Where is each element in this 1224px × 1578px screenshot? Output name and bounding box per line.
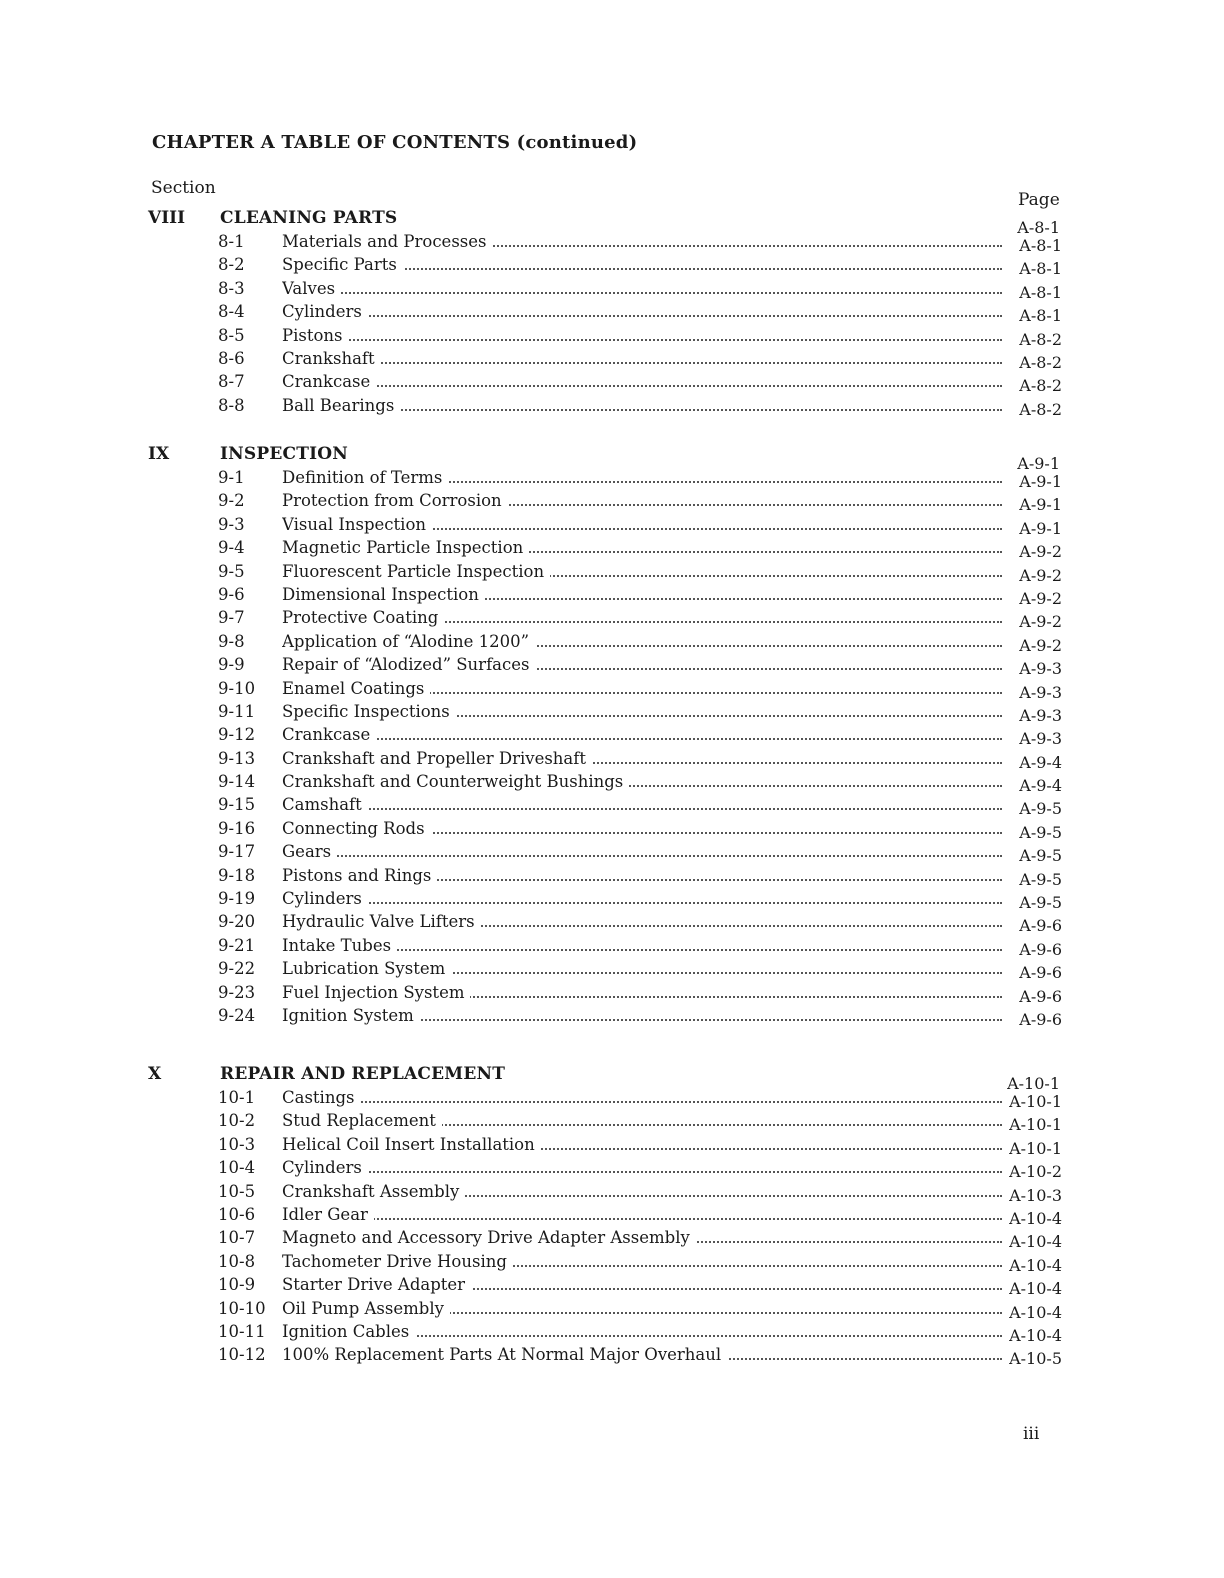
entry-title-leader — [282, 302, 1002, 321]
entry-title: Tachometer Drive Housing — [282, 1252, 513, 1271]
entry-page: A-9-5 — [1019, 846, 1062, 866]
entry-title: Crankshaft Assembly — [282, 1182, 465, 1201]
entry-title-leader — [282, 889, 1002, 908]
entry-title-leader — [282, 936, 1002, 955]
entry-title: Ball Bearings — [282, 396, 400, 415]
entry-title: Repair of “Alodized” Surfaces — [282, 655, 536, 674]
entry-number: 9-6 — [218, 584, 245, 604]
entry-title: Camshaft — [282, 795, 368, 814]
toc-entry — [144, 232, 1064, 255]
entry-title: Oil Pump Assembly — [282, 1299, 450, 1318]
entry-title-leader — [282, 491, 1002, 510]
entry-page: A-9-6 — [1019, 916, 1062, 936]
entry-title: Crankshaft and Counterweight Bushings — [282, 772, 629, 791]
toc-entry — [144, 632, 1064, 655]
entry-number: 9-15 — [218, 795, 256, 815]
toc-entry — [144, 889, 1064, 912]
entry-page: A-9-5 — [1019, 893, 1062, 913]
entry-title-leader — [282, 585, 1002, 604]
toc-entry — [144, 959, 1064, 982]
entry-title: Crankshaft and Propeller Driveshaft — [282, 749, 592, 768]
toc-entry — [144, 655, 1064, 678]
entry-number: 9-5 — [218, 561, 245, 581]
entry-title: Magnetic Particle Inspection — [282, 538, 529, 557]
section-page: A-9-1 — [1017, 454, 1060, 473]
toc-entry — [144, 396, 1064, 419]
entry-number: 9-1 — [218, 468, 245, 487]
entry-page: A-10-4 — [1009, 1325, 1062, 1345]
section-heading — [144, 444, 1064, 473]
toc-entry — [144, 372, 1064, 395]
entry-title: Stud Replacement — [282, 1111, 442, 1130]
entry-title: Dimensional Inspection — [282, 585, 485, 604]
toc-entry — [144, 1275, 1064, 1298]
toc-entry — [144, 842, 1064, 865]
entry-title: Enamel Coatings — [282, 679, 430, 698]
toc-entry — [144, 302, 1064, 325]
entry-number: 10-8 — [218, 1251, 256, 1271]
entry-number: 8-1 — [218, 232, 245, 251]
page-title: CHAPTER A TABLE OF CONTENTS (continued) — [152, 132, 638, 153]
entry-title: Specific Parts — [282, 255, 403, 274]
entry-number: 10-11 — [218, 1321, 266, 1341]
entry-title-leader — [282, 772, 1002, 791]
entry-title-leader — [282, 725, 1002, 744]
entry-page: A-9-1 — [1019, 495, 1062, 515]
entry-number: 9-22 — [218, 959, 256, 979]
entry-number: 10-7 — [218, 1228, 256, 1248]
entry-title-leader — [282, 515, 1002, 534]
entry-title-leader — [282, 912, 1002, 931]
toc-entry — [144, 1345, 1064, 1368]
entry-page: A-9-2 — [1019, 635, 1062, 655]
entry-title-leader — [282, 1322, 1002, 1341]
toc-entry — [144, 585, 1064, 608]
entry-title-leader — [282, 1182, 1002, 1201]
entry-page: A-8-1 — [1019, 259, 1062, 279]
toc-entry — [144, 866, 1064, 889]
entry-title-leader — [282, 255, 1002, 274]
entry-number: 8-7 — [218, 372, 245, 392]
entry-number: 9-7 — [218, 608, 245, 628]
entry-title-leader — [282, 1275, 1002, 1294]
toc-entry — [144, 562, 1064, 585]
entry-number: 9-17 — [218, 842, 256, 862]
entry-page: A-9-5 — [1019, 799, 1062, 819]
entry-number: 9-11 — [218, 701, 256, 721]
entry-title-leader — [282, 326, 1002, 345]
entry-number: 9-3 — [218, 514, 245, 534]
entry-number: 9-12 — [218, 725, 256, 745]
entry-number: 10-2 — [218, 1111, 256, 1131]
toc-section — [144, 1064, 1064, 1369]
entry-page: A-10-3 — [1009, 1185, 1062, 1205]
entry-page: A-9-5 — [1019, 869, 1062, 889]
entry-title-leader — [282, 959, 1002, 978]
entry-title-leader — [282, 1088, 1002, 1107]
entry-number: 8-4 — [218, 302, 245, 322]
entry-title-leader — [282, 468, 1002, 487]
entry-number: 9-16 — [218, 818, 256, 838]
entry-page: A-8-1 — [1019, 282, 1062, 302]
entry-title-leader — [282, 396, 1002, 415]
entry-number: 9-23 — [218, 982, 256, 1002]
entry-title: 100% Replacement Parts At Normal Major Overhaul — [282, 1345, 727, 1364]
entry-page: A-9-5 — [1019, 822, 1062, 842]
entry-title-leader — [282, 842, 1002, 861]
entry-number: 9-9 — [218, 655, 245, 675]
entry-number: 8-8 — [218, 395, 245, 415]
entry-number: 10-5 — [218, 1181, 256, 1201]
toc-entry — [144, 1135, 1064, 1158]
entry-number: 9-18 — [218, 865, 256, 885]
entry-title: Valves — [282, 279, 341, 298]
entry-title-leader — [282, 1158, 1002, 1177]
entry-title: Protection from Corrosion — [282, 491, 508, 510]
entry-number: 10-3 — [218, 1134, 256, 1154]
toc-entry — [144, 349, 1064, 372]
section-title: REPAIR AND REPLACEMENT — [220, 1064, 506, 1084]
section-number: IX — [148, 444, 170, 464]
toc-section — [144, 208, 1064, 419]
entry-number: 10-12 — [218, 1345, 266, 1365]
entry-title-leader — [282, 538, 1002, 557]
page-number: iii — [1023, 1424, 1040, 1444]
entry-title-leader — [282, 279, 1002, 298]
entry-number: 9-24 — [218, 1005, 256, 1025]
toc-entry — [144, 468, 1064, 491]
toc-entry — [144, 1299, 1064, 1322]
entry-number: 9-2 — [218, 491, 245, 511]
toc-section — [144, 444, 1064, 1029]
section-title: CLEANING PARTS — [220, 208, 398, 228]
entry-title: Helical Coil Insert Installation — [282, 1135, 541, 1154]
entry-number: 9-10 — [218, 678, 256, 698]
section-column-header: Section — [151, 178, 216, 198]
section-number: X — [148, 1064, 162, 1084]
entry-title-leader — [282, 819, 1002, 838]
entry-title-leader — [282, 1205, 1002, 1224]
entry-title: Starter Drive Adapter — [282, 1275, 471, 1294]
entry-title-leader — [282, 632, 1002, 651]
toc-entry — [144, 1006, 1064, 1029]
entry-title-leader — [282, 562, 1002, 581]
entry-page: A-10-1 — [1009, 1092, 1062, 1111]
entry-page: A-9-4 — [1019, 752, 1062, 772]
toc-entry — [144, 1088, 1064, 1111]
toc-entry — [144, 702, 1064, 725]
entry-title: Visual Inspection — [282, 515, 432, 534]
entry-title: Ignition System — [282, 1006, 420, 1025]
entry-title: Lubrication System — [282, 959, 451, 978]
page-column-header: Page — [1018, 190, 1060, 210]
toc-entry — [144, 1252, 1064, 1275]
entry-title-leader — [282, 349, 1002, 368]
toc-entry — [144, 936, 1064, 959]
entry-page: A-9-1 — [1019, 518, 1062, 538]
section-heading — [144, 1064, 1064, 1093]
entry-page: A-10-5 — [1009, 1349, 1062, 1369]
toc-entry — [144, 772, 1064, 795]
toc-entry — [144, 795, 1064, 818]
entry-number: 8-3 — [218, 278, 245, 298]
toc-entry — [144, 326, 1064, 349]
toc-entry — [144, 749, 1064, 772]
section-page: A-8-1 — [1017, 218, 1060, 237]
entry-number: 9-8 — [218, 631, 245, 651]
entry-page: A-8-2 — [1019, 352, 1062, 372]
entry-title: Application of “Alodine 1200” — [282, 632, 535, 651]
entry-title: Definition of Terms — [282, 468, 448, 487]
toc-entry — [144, 1322, 1064, 1345]
toc-entry — [144, 679, 1064, 702]
toc-entry — [144, 1182, 1064, 1205]
entry-number: 9-21 — [218, 935, 256, 955]
toc-entry — [144, 1111, 1064, 1134]
entry-number: 9-19 — [218, 889, 256, 909]
toc-entry — [144, 983, 1064, 1006]
section-page: A-10-1 — [1007, 1074, 1060, 1093]
entry-page: A-9-3 — [1019, 659, 1062, 679]
entry-title: Gears — [282, 842, 337, 861]
entry-number: 8-6 — [218, 348, 245, 368]
entry-title: Crankcase — [282, 725, 376, 744]
entry-title: Ignition Cables — [282, 1322, 415, 1341]
toc-entry — [144, 279, 1064, 302]
entry-number: 9-14 — [218, 772, 256, 792]
toc-entry — [144, 1158, 1064, 1181]
entry-title: Specific Inspections — [282, 702, 456, 721]
toc-entry — [144, 515, 1064, 538]
entry-page: A-10-4 — [1009, 1302, 1062, 1322]
entry-title-leader — [282, 749, 1002, 768]
entry-page: A-9-6 — [1019, 939, 1062, 959]
entry-title-leader — [282, 795, 1002, 814]
entry-title: Idler Gear — [282, 1205, 374, 1224]
entry-title-leader — [282, 1299, 1002, 1318]
entry-title-leader — [282, 1006, 1002, 1025]
entry-title-leader — [282, 372, 1002, 391]
toc-entry — [144, 819, 1064, 842]
entry-title: Cylinders — [282, 1158, 368, 1177]
entry-number: 10-6 — [218, 1204, 256, 1224]
entry-title: Fuel Injection System — [282, 983, 470, 1002]
section-title: INSPECTION — [220, 444, 348, 464]
entry-page: A-9-4 — [1019, 776, 1062, 796]
entry-title: Crankshaft — [282, 349, 381, 368]
entry-page: A-9-2 — [1019, 612, 1062, 632]
toc-entry — [144, 1205, 1064, 1228]
entry-page: A-9-3 — [1019, 682, 1062, 702]
entry-number: 8-2 — [218, 255, 245, 275]
entry-title-leader — [282, 679, 1002, 698]
entry-number: 9-20 — [218, 912, 256, 932]
toc-entry — [144, 608, 1064, 631]
entry-page: A-10-4 — [1009, 1279, 1062, 1299]
entry-page: A-9-2 — [1019, 542, 1062, 562]
toc-entry — [144, 912, 1064, 935]
entry-page: A-10-1 — [1009, 1115, 1062, 1135]
entry-number: 10-1 — [218, 1088, 256, 1107]
entry-page: A-9-1 — [1019, 472, 1062, 491]
entry-page: A-8-2 — [1019, 329, 1062, 349]
entry-title: Fluorescent Particle Inspection — [282, 562, 550, 581]
entry-page: A-10-1 — [1009, 1138, 1062, 1158]
entry-page: A-9-6 — [1019, 1009, 1062, 1029]
toc-entry — [144, 538, 1064, 561]
section-number: VIII — [148, 208, 186, 228]
entry-title: Castings — [282, 1088, 361, 1107]
entry-title: Connecting Rods — [282, 819, 431, 838]
entry-title-leader — [282, 983, 1002, 1002]
entry-page: A-8-1 — [1019, 306, 1062, 326]
entry-title: Cylinders — [282, 302, 368, 321]
entry-page: A-9-2 — [1019, 565, 1062, 585]
entry-title-leader — [282, 1252, 1002, 1271]
entry-page: A-8-2 — [1019, 376, 1062, 396]
entry-page: A-9-2 — [1019, 588, 1062, 608]
entry-title-leader — [282, 1111, 1002, 1130]
entry-page: A-10-4 — [1009, 1232, 1062, 1252]
toc-entry — [144, 725, 1064, 748]
entry-title: Intake Tubes — [282, 936, 397, 955]
entry-number: 10-4 — [218, 1158, 256, 1178]
entry-page: A-8-1 — [1019, 236, 1062, 255]
toc-entry — [144, 255, 1064, 278]
entry-title: Pistons — [282, 326, 349, 345]
entry-number: 10-9 — [218, 1275, 256, 1295]
entry-title: Hydraulic Valve Lifters — [282, 912, 481, 931]
entry-title: Magneto and Accessory Drive Adapter Assembly — [282, 1228, 696, 1247]
entry-title: Pistons and Rings — [282, 866, 437, 885]
entry-title-leader — [282, 1135, 1002, 1154]
entry-page: A-9-6 — [1019, 986, 1062, 1006]
entry-page: A-9-6 — [1019, 963, 1062, 983]
entry-title: Materials and Processes — [282, 232, 493, 251]
entry-title-leader — [282, 232, 1002, 251]
entry-title-leader — [282, 655, 1002, 674]
entry-number: 8-5 — [218, 325, 245, 345]
entry-page: A-10-4 — [1009, 1255, 1062, 1275]
entry-page: A-10-2 — [1009, 1162, 1062, 1182]
entry-page: A-9-3 — [1019, 729, 1062, 749]
entry-title-leader — [282, 1228, 1002, 1247]
toc-entry — [144, 1228, 1064, 1251]
entry-page: A-10-4 — [1009, 1208, 1062, 1228]
entry-page: A-9-3 — [1019, 705, 1062, 725]
entry-title: Cylinders — [282, 889, 368, 908]
entry-number: 9-13 — [218, 748, 256, 768]
entry-title-leader — [282, 608, 1002, 627]
entry-title-leader — [282, 1345, 1002, 1364]
entry-title-leader — [282, 702, 1002, 721]
entry-page: A-8-2 — [1019, 399, 1062, 419]
entry-title: Protective Coating — [282, 608, 444, 627]
entry-title-leader — [282, 866, 1002, 885]
entry-title: Crankcase — [282, 372, 376, 391]
toc-entry — [144, 491, 1064, 514]
section-heading — [144, 208, 1064, 237]
entry-number: 9-4 — [218, 538, 245, 558]
entry-number: 10-10 — [218, 1298, 266, 1318]
